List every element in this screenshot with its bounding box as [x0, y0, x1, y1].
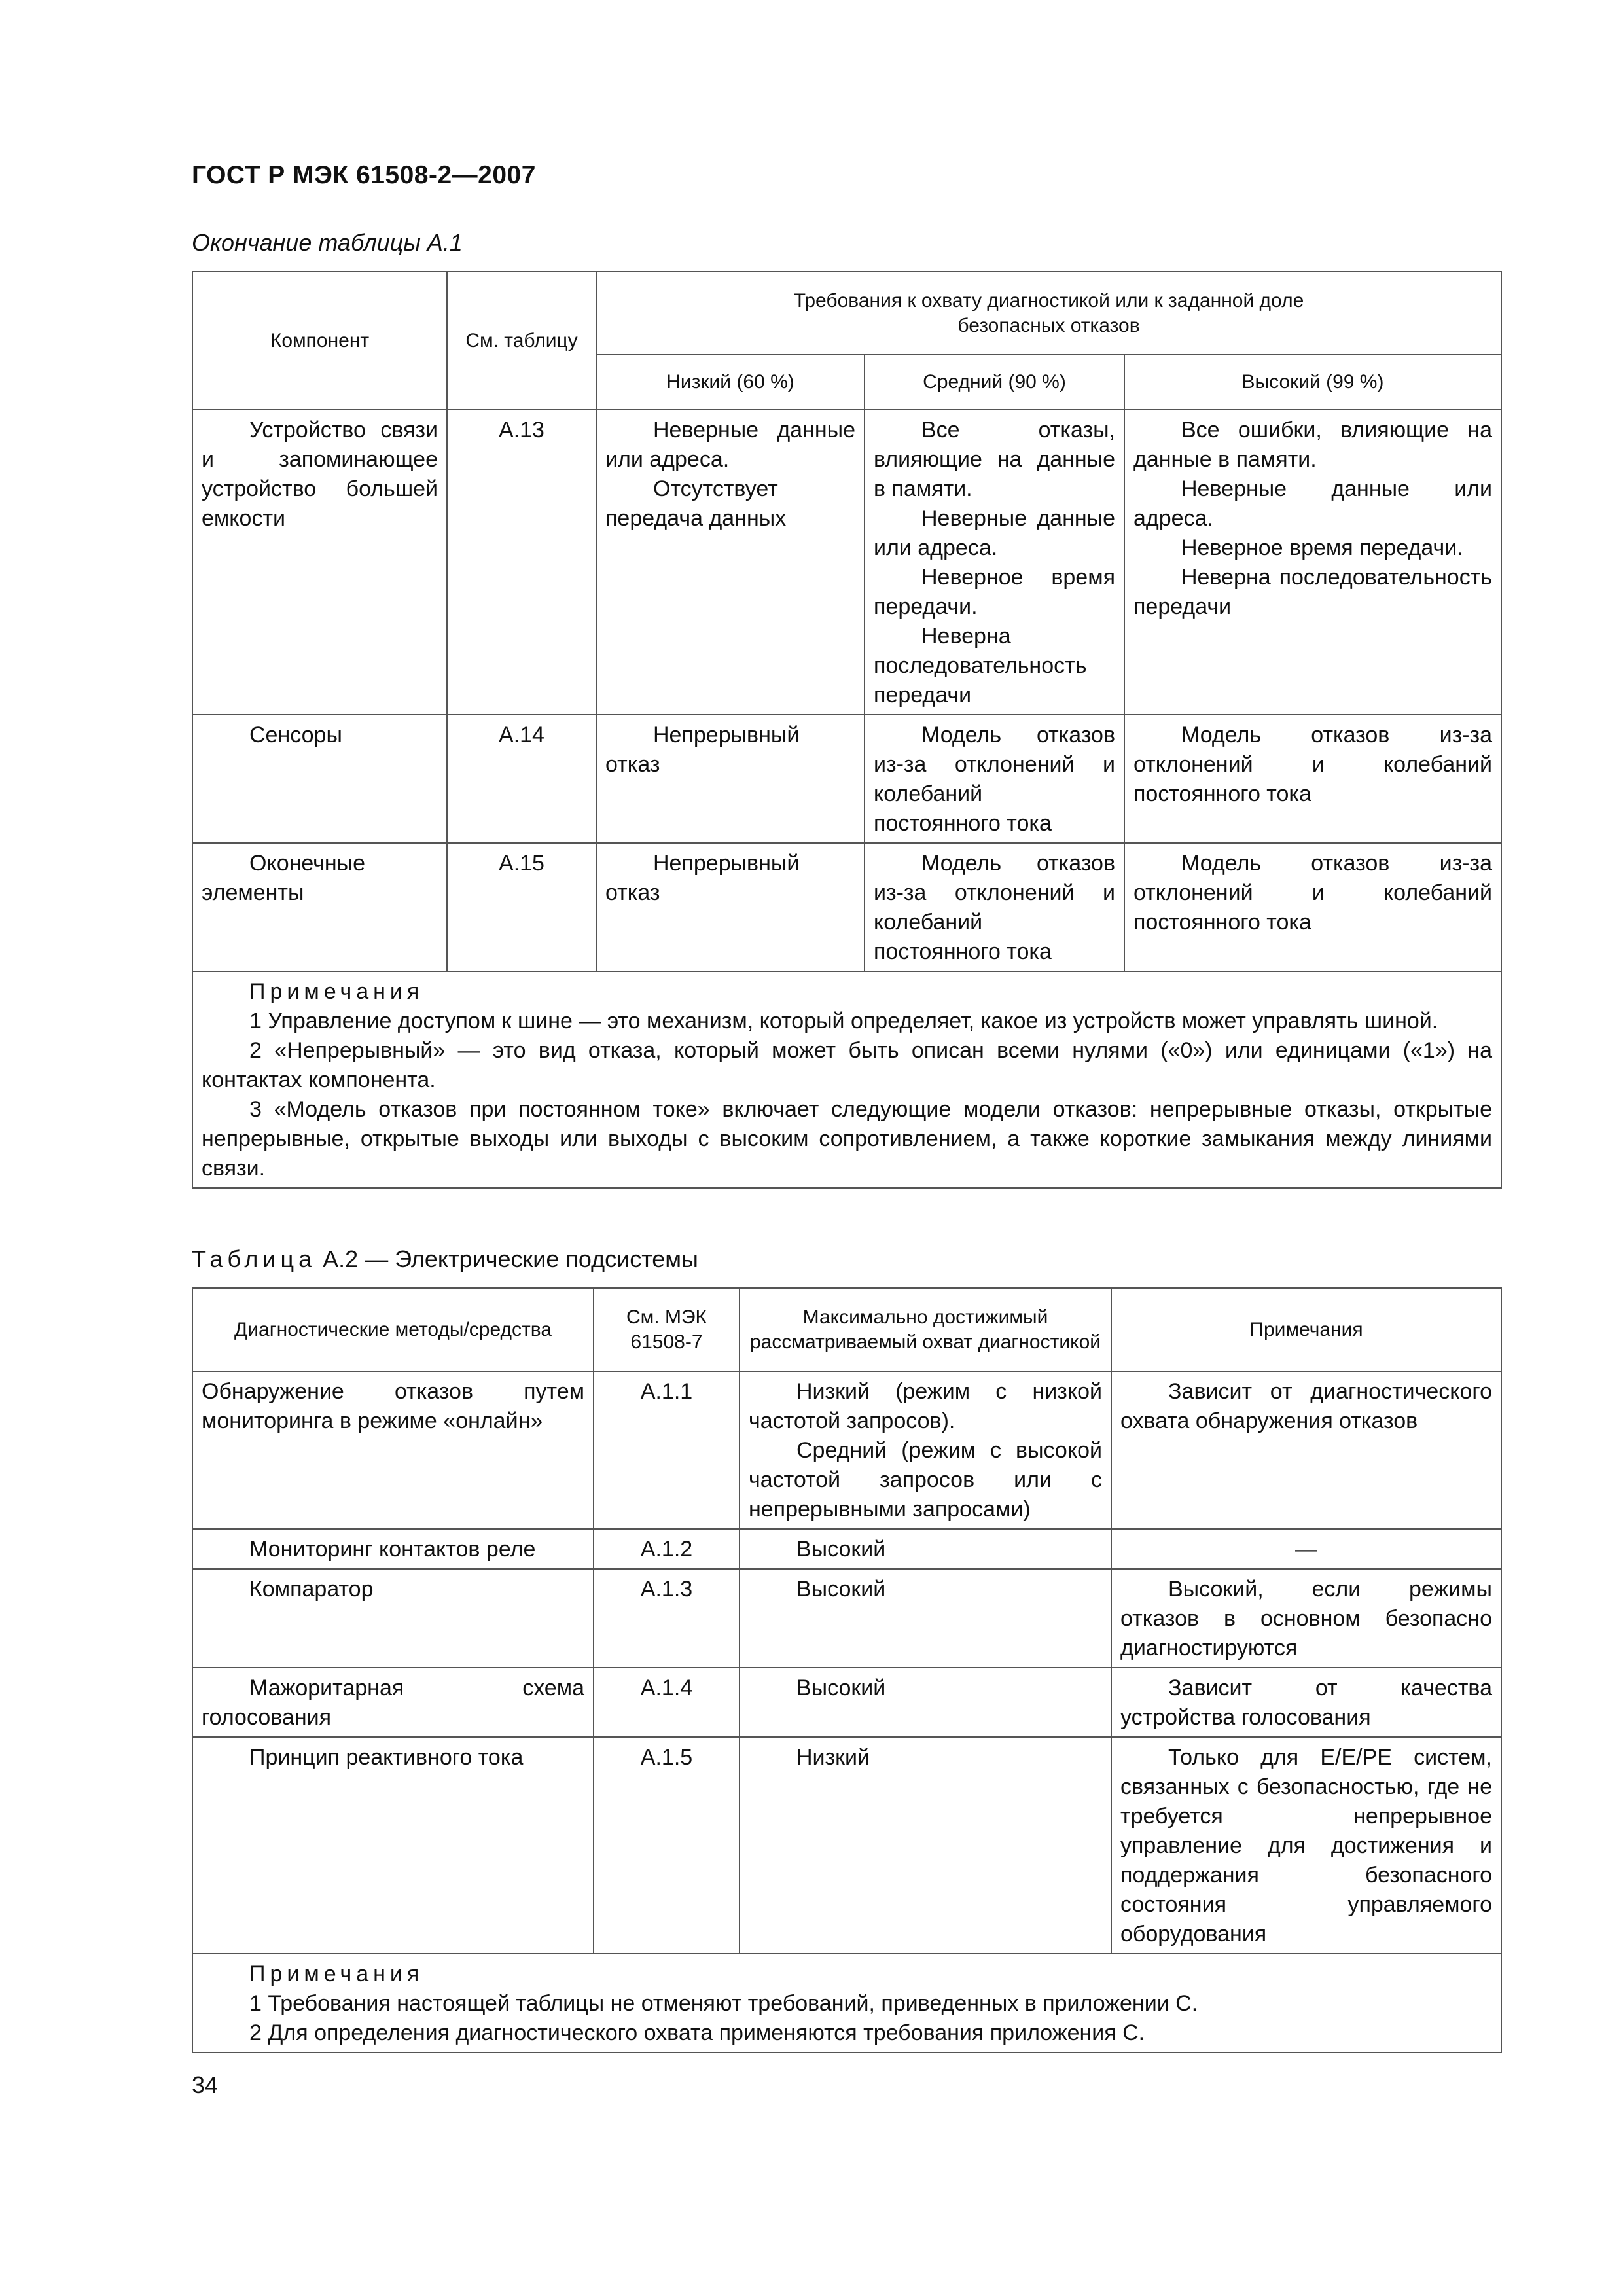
- header-low: Низкий (60 %): [596, 355, 865, 410]
- component-cell: [192, 410, 447, 715]
- method-name: Принцип реактивного тока: [249, 1745, 524, 1770]
- coverage-cell-line: Средний (режим с высокой частотой запросов или с непрерывными запросами): [749, 1438, 1102, 1522]
- medium-cell-line: Неверна последовательность передачи: [874, 624, 1087, 708]
- header-component: Компонент: [192, 272, 447, 410]
- ref-cell: А.13: [447, 410, 596, 715]
- medium-cell: [865, 715, 1124, 843]
- component-name: Оконечные элементы: [202, 851, 366, 905]
- header-methods: Диагностические методы/средства: [192, 1288, 594, 1371]
- table2-note-2: 2 Для определения диагностического охвата применяются требования приложения С.: [249, 2020, 1145, 2045]
- method-cell: [192, 1529, 594, 1569]
- coverage-cell: [740, 1371, 1111, 1529]
- component-cell: [192, 843, 447, 971]
- medium-cell: [865, 410, 1124, 715]
- header-requirements: Требования к охвату диагностикой или к заданной доле безопасных отказов: [596, 272, 1501, 355]
- medium-cell-line: Неверное время передачи.: [874, 565, 1115, 619]
- remark-text: Высокий, если режимы отказов в основном безопасно диагностируются: [1120, 1577, 1492, 1660]
- table2-caption-prefix: Таблица: [192, 1246, 317, 1272]
- coverage-cell-line: Высокий: [796, 1537, 886, 1562]
- table-row: [192, 715, 1501, 843]
- method-cell: [192, 1569, 594, 1668]
- remark-text: Зависит от диагностического охвата обнаружения отказов: [1120, 1379, 1492, 1433]
- ref-cell: А.1.2: [594, 1529, 740, 1569]
- header-high: Высокий (99 %): [1124, 355, 1501, 410]
- method-name: Мониторинг контактов реле: [249, 1537, 536, 1562]
- remark-cell: [1111, 1668, 1501, 1737]
- coverage-cell: [740, 1737, 1111, 1954]
- header-see-table: См. таблицу: [447, 272, 596, 410]
- medium-cell: [865, 843, 1124, 971]
- remark-text: —: [1295, 1537, 1317, 1562]
- remark-cell: [1111, 1737, 1501, 1954]
- coverage-cell-line: Высокий: [796, 1676, 886, 1700]
- medium-cell-line: Неверные данные или адреса.: [874, 506, 1115, 560]
- table1-caption: Окончание таблицы А.1: [192, 229, 463, 256]
- table-row: [192, 1569, 1501, 1668]
- component-name: Устройство связи и запоминающее устройство большей емкости: [202, 418, 438, 531]
- medium-cell-line: Модель отказов из-за отклонений и колебаний постоянного тока: [874, 723, 1115, 836]
- remark-cell: [1111, 1529, 1501, 1569]
- table-row: [192, 1668, 1501, 1737]
- table1-note-2: 2 «Непрерывный» — это вид отказа, который может быть описан всеми нулями («0») или единицами («1») на контактах компонента.: [202, 1038, 1493, 1092]
- method-name: Компаратор: [249, 1577, 374, 1602]
- low-cell-line: Отсутствует передача данных: [605, 476, 787, 531]
- method-cell: [192, 1737, 594, 1954]
- table-row: [192, 410, 1501, 715]
- table-a1-end: [192, 271, 1502, 1189]
- header-remarks: Примечания: [1111, 1288, 1501, 1371]
- table-row: [192, 1371, 1501, 1529]
- table-row: [192, 1737, 1501, 1954]
- high-cell: [1124, 843, 1501, 971]
- ref-cell: А.15: [447, 843, 596, 971]
- header-medium: Средний (90 %): [865, 355, 1124, 410]
- table-a2: [192, 1287, 1502, 2053]
- high-cell: [1124, 410, 1501, 715]
- table2-note-1: 1 Требования настоящей таблицы не отменяют требований, приведенных в приложении С.: [249, 1991, 1198, 2016]
- component-cell: [192, 715, 447, 843]
- low-cell: [596, 843, 865, 971]
- header-max-coverage: Максимально достижимый рассматриваемый охват диагностикой: [740, 1288, 1111, 1371]
- table-row: [192, 843, 1501, 971]
- coverage-cell: [740, 1668, 1111, 1737]
- coverage-cell-line: Низкий: [796, 1745, 870, 1770]
- method-name: Обнаружение отказов путем мониторинга в режиме «онлайн»: [202, 1379, 584, 1433]
- table1-note-1: 1 Управление доступом к шине — это механизм, который определяет, какое из устройств может управлять шиной.: [249, 1009, 1438, 1033]
- document-header: ГОСТ Р МЭК 61508-2—2007: [192, 161, 536, 189]
- high-cell-line: Модель отказов из-за отклонений и колебаний постоянного тока: [1133, 851, 1493, 935]
- coverage-cell: [740, 1529, 1111, 1569]
- table2-caption: [192, 1246, 698, 1273]
- table1-note-3: 3 «Модель отказов при постоянном токе» включает следующие модели отказов: непрерывные отказы, открытые непрерывные, открытые выходы или выходы с высоким сопротивлением, а также короткие замыкания между линиями связи.: [202, 1097, 1493, 1181]
- method-cell: [192, 1371, 594, 1529]
- medium-cell-line: Все отказы, влияющие на данные в памяти.: [874, 418, 1115, 501]
- notes-heading: Примечания: [249, 979, 424, 1004]
- table2-notes: [192, 1954, 1501, 2053]
- remark-text: Зависит от качества устройства голосования: [1120, 1676, 1492, 1730]
- low-cell-line: Неверные данные или адреса.: [605, 418, 855, 472]
- table2-caption-title: А.2 — Электрические подсистемы: [323, 1246, 698, 1272]
- coverage-cell: [740, 1569, 1111, 1668]
- low-cell: [596, 410, 865, 715]
- ref-cell: А.1.3: [594, 1569, 740, 1668]
- coverage-cell-line: Высокий: [796, 1577, 886, 1602]
- high-cell: [1124, 715, 1501, 843]
- notes-heading: Примечания: [249, 1962, 424, 1986]
- high-cell-line: Неверное время передачи.: [1181, 535, 1463, 560]
- ref-cell: А.14: [447, 715, 596, 843]
- header-see-iec: См. МЭК 61508-7: [594, 1288, 740, 1371]
- method-name: Мажоритарная схема голосования: [202, 1676, 584, 1730]
- low-cell-line: Непрерывный отказ: [605, 851, 800, 905]
- ref-cell: А.1.1: [594, 1371, 740, 1529]
- low-cell-line: Непрерывный отказ: [605, 723, 800, 777]
- table-row: [192, 1529, 1501, 1569]
- medium-cell-line: Модель отказов из-за отклонений и колебаний постоянного тока: [874, 851, 1115, 964]
- remark-cell: [1111, 1371, 1501, 1529]
- table1-notes: [192, 971, 1501, 1188]
- method-cell: [192, 1668, 594, 1737]
- high-cell-line: Модель отказов из-за отклонений и колебаний постоянного тока: [1133, 723, 1493, 806]
- low-cell: [596, 715, 865, 843]
- high-cell-line: Все ошибки, влияющие на данные в памяти.: [1133, 418, 1493, 472]
- coverage-cell-line: Низкий (режим с низкой частотой запросов).: [749, 1379, 1102, 1433]
- ref-cell: А.1.4: [594, 1668, 740, 1737]
- ref-cell: А.1.5: [594, 1737, 740, 1954]
- page-number: 34: [192, 2072, 219, 2098]
- remark-cell: [1111, 1569, 1501, 1668]
- high-cell-line: Неверные данные или адреса.: [1133, 476, 1493, 531]
- remark-text: Только для E/E/PE систем, связанных с безопасностью, где не требуется непрерывное управление для достижения и поддержания безопасного состояния управляемого оборудования: [1120, 1745, 1492, 1946]
- high-cell-line: Неверна последовательность передачи: [1133, 565, 1493, 619]
- component-name: Сенсоры: [249, 723, 342, 747]
